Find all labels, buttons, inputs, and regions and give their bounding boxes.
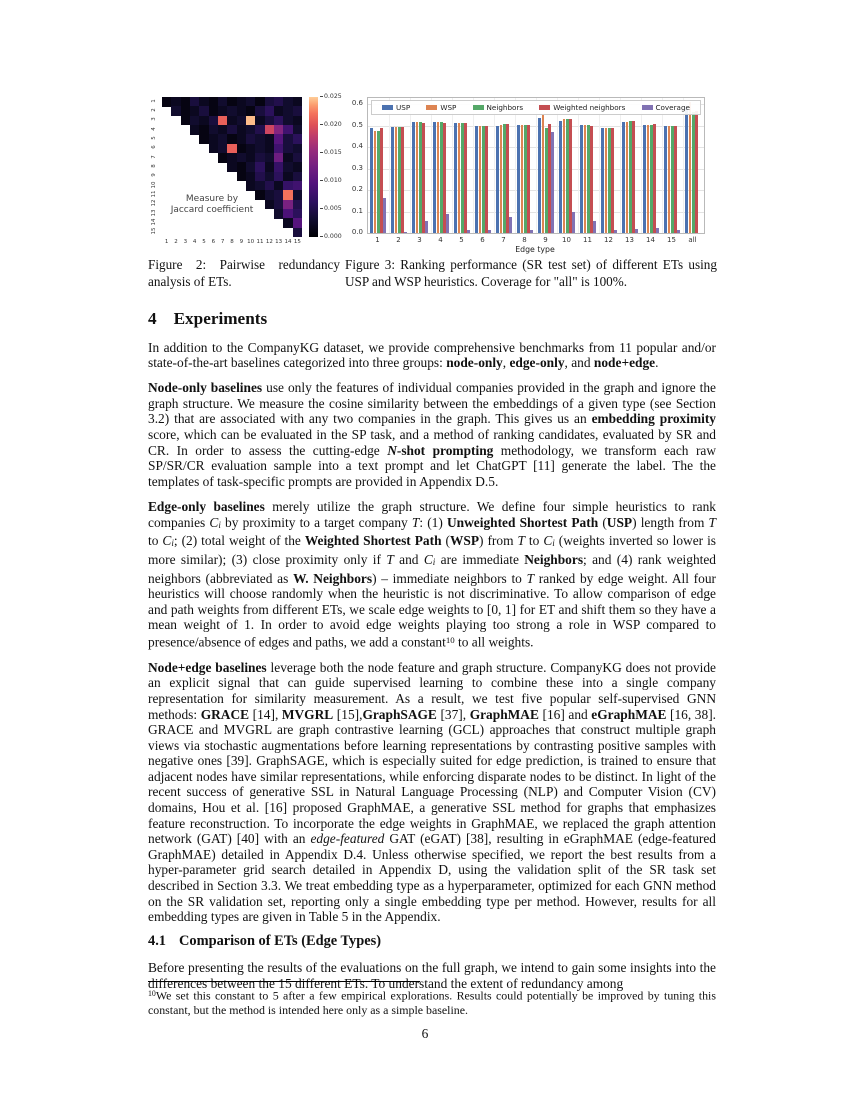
bar-weighted-neighbors [695,111,698,233]
section-title: Experiments [173,309,268,328]
legend-swatch [426,105,437,110]
bar-coverage [677,230,680,233]
heatmap-x-tick: 15 [293,239,301,245]
heatmap-cell [237,97,247,107]
bar-weighted-neighbors [611,128,614,233]
heatmap-cell [283,190,293,200]
bar-x-axis-label: Edge type [515,245,555,254]
gridline-vertical [473,98,474,233]
heatmap-cell [293,181,303,191]
legend-item [382,103,410,112]
heatmap-x-tick: 2 [174,239,178,245]
bar-y-tick: 0.2 [351,185,363,194]
gridline-vertical [452,98,453,233]
heatmap-y-tick: 2 [151,108,157,112]
bar-x-tick: 3 [417,236,422,244]
gridline-vertical [389,98,390,233]
heatmap-cell [274,106,284,116]
bar-weighted-neighbors [422,123,425,233]
heatmap-cell [237,116,247,126]
heatmap-cell [246,144,256,154]
heatmap-cell [274,209,284,219]
heatmap-cell [274,190,284,200]
heatmap-cell [283,200,293,210]
heatmap-y-tick: 8 [151,164,157,168]
footnote-text: $^{10}$We set this constant to 5 after a few empirical explorations. Results could potentially be improved by tuning this constant, but the method is intended here only as a simple baseline. [148,988,716,1017]
bar-coverage [425,221,428,233]
heatmap-cell [283,209,293,219]
gridline-vertical [410,98,411,233]
heatmap-y-tick: 1 [151,98,157,103]
heatmap-cell [227,144,237,154]
bar-weighted-neighbors [674,126,677,233]
heatmap-cell [227,134,237,144]
heatmap-cell [227,125,237,135]
bar-x-tick: 5 [459,236,464,244]
bar-x-tick: 12 [604,236,613,244]
legend-item [539,103,625,112]
bar-coverage [383,198,386,233]
heatmap-cell [199,97,209,107]
colorbar-tick: 0.000 [320,233,342,240]
section-number: 4 [148,309,157,328]
heatmap-annotation [154,194,270,216]
figure-2-caption: Figure 2: Pairwise redundancy analysis of ETs. [148,257,340,289]
paragraph-edge-only: Edge-only baselines merely utilize the graph structure. We define four simple heuristics to rank companies Ci by proximity to a target company T: (1) Unweighted Shortest Path (USP) length from T to Ci; (2) total weight of the Weighted Shortest Path (WSP) from T to Ci (weights inverted so lower is more similar); (3) close proximity only if T and Ci are immediate Neighbors; and (4) rank weighted neighbors (abbreviated as W. Neighbors) – immediate neighbors to T ranked by edge weight. All four heuristics will choose randomly when the heuristic is not discriminative. To allow comparison of edge and path weights from different ETs, we scale edge weights to [0, 1] for ET and shift them so they have a mean weight of 1. In order to avoid edge weights playing too strong a role in WSP compared to presence/absence of edges and paths, we add a constant$^{10}$ to all weights. [148,498,717,650]
bar-x-tick: 1 [375,236,380,244]
heatmap-cell [293,125,303,135]
bar-weighted-neighbors [527,125,530,233]
heatmap-x-tick: 11 [256,239,264,245]
gridline-vertical [515,98,516,233]
gridline-vertical [536,98,537,233]
bar-coverage [509,217,512,233]
heatmap-cell [274,172,284,182]
heatmap-y-tick: 4 [151,126,157,131]
heatmap-cell [237,153,247,163]
heatmap-cell [218,97,228,107]
heatmap-x-tick: 10 [247,239,255,245]
bar-x-tick: 7 [501,236,506,244]
heatmap-cell [293,200,303,210]
heatmap-cell [246,106,256,116]
gridline-vertical [683,98,684,233]
legend-label: Coverage [655,103,690,112]
heatmap-x-tick: 1 [164,239,169,245]
heatmap-cell [265,125,275,135]
bar-x-tick: 8 [522,236,527,244]
heatmap-cell [255,134,265,144]
heatmap-cell [237,144,247,154]
heatmap-cell [199,134,209,144]
heatmap-cell [199,125,209,135]
heatmap-cell [209,97,219,107]
heatmap-cell [293,153,303,163]
heatmap-cell [274,200,284,210]
heatmap-cell [190,106,200,116]
gridline-vertical [494,98,495,233]
bar-y-tick: 0.5 [351,120,363,129]
heatmap-plot [162,97,302,237]
heatmap-cell [274,162,284,172]
heatmap-x-tick: 9 [239,239,244,245]
bar-x-tick: 6 [480,236,485,244]
colorbar-tick: 0.025 [320,93,342,100]
heatmap-cell [171,97,181,107]
legend-label: USP [396,103,411,112]
heatmap-cell [246,125,256,135]
heatmap-cell [293,144,303,154]
heatmap-cell [293,162,303,172]
heatmap-cell [209,134,219,144]
heatmap-cell [283,134,293,144]
heatmap-cell [283,144,293,154]
heatmap-cell [181,106,191,116]
legend-swatch [642,105,653,110]
bar-coverage [404,232,407,233]
heatmap-cell [265,97,275,107]
bar-chart-figure [345,95,717,255]
bar-weighted-neighbors [632,121,635,233]
heatmap-y-tick: 6 [151,145,157,150]
heatmap-cell [237,125,247,135]
heatmap-cell [255,172,265,182]
heatmap-cell [283,106,293,116]
bar-coverage [614,230,617,233]
heatmap-cell [293,209,303,219]
paragraph-intro: In addition to the CompanyKG dataset, we provide comprehensive benchmarks from 11 popular and/or state-of-the-art baselines categorized into three groups: node-only, edge-only, and node+edge. [148,339,716,371]
bar-x-tick: 2 [396,236,401,244]
bar-x-tick: 14 [646,236,655,244]
paragraph-comparison: Before presenting the results of the evaluations on the full graph, we intend to gain some insights into the differences between the 15 different ETs. To understand the extent of redundancy among [148,959,716,991]
gridline-vertical [641,98,642,233]
heatmap-cell [255,97,265,107]
paragraph-node-only: Node-only baselines use only the features of individual companies provided in the graph and ignore the graph structure. We measure the cosine similarity between the embeddings of a given type (see Section 3.2) that are associated with any two companies in the graph. This gives us an embedding proximity score, which can be evaluated in the SP task, and a method of ranking candidates, evaluated by SR and CR. In order to assess the cutting-edge N-shot prompting methodology, we transform each raw SP/SR/CR evaluation sample into a text prompt and let ChatGPT [11] generate the label. The the templates of task-specific prompts are provided in Appendix D.5. [148,380,717,489]
heatmap-cell [283,218,293,228]
legend-label: Neighbors [486,103,524,112]
heatmap-cell [265,162,275,172]
heatmap-cell [255,116,265,126]
bar-x-tick: all [688,236,697,244]
heatmap-cell [265,134,275,144]
heatmap-cell [227,116,237,126]
heatmap-cell [274,97,284,107]
heatmap-cell [246,134,256,144]
gridline-vertical [620,98,621,233]
heatmap-y-tick: 5 [151,136,157,140]
legend-swatch [539,105,550,110]
page-number: 6 [421,1026,429,1041]
heatmap-cell [237,106,247,116]
heatmap-x-tick: 5 [202,239,206,245]
colorbar-tick: 0.015 [320,149,342,156]
heatmap-cell [255,181,265,191]
bar-weighted-neighbors [485,126,488,233]
heatmap-cell [283,153,293,163]
heatmap-cell [293,218,303,228]
heatmap-cell [255,162,265,172]
heatmap-cell [246,162,256,172]
heatmap-cell [274,125,284,135]
heatmap-cell [293,116,303,126]
subsection-title: Comparison of ETs (Edge Types) [179,933,382,950]
bar-coverage [446,214,449,233]
bar-coverage [635,229,638,233]
paragraph-node-edge: Node+edge baselines leverage both the node feature and graph structure. CompanyKG does not provide an explicit signal that can guide supervised learning to combine these into a single company representation for similarity measurement. As a result, we test five popular self-supervised GNN methods: GRACE [14], MVGRL [15],GraphSAGE [37], GraphMAE [16] and eGraphMAE [16, 38]. GRACE and MVGRL are graph contrastive learning (GCL) approaches that construct multiple graph views via stochastic augmentations before learning representations by contrasting positive samples with negative ones [39]. GraphSAGE, which is especially suited for edge prediction, is trained to ensure that adjacent nodes have similar representations, while enforcing disparate nodes to be distinct. In light of the recent success of generative SSL in Natural Language Processing (NLP) and Computer Vision (CV) domains, Hou et al. [16] proposed GraphMAE, a generative SSL method for graphs that emphasizes feature reconstruction. To incorporate the edge weights in GraphMAE, we replaced the graph attention network (GAT) [40] with an edge-featured GAT (eGAT) [38], resulting in eGraphMAE (edge-featured GraphMAE) detailed in Appendix D.4. Unless otherwise specified, we report the best results from a hyper-parameter grid search detailed in Appendix D, using the validation split of the SR task set described in Section 3.3. We treat embedding type as a hyperparameter, optimized for each GNN method on the SR validation set, reporting only a single embedding type per method. However, results for all embedding types are given in Table 5 in the Appendix. [148,659,717,925]
bar-y-tick: 0.0 [351,228,363,236]
heatmap-cell [293,97,303,107]
gridline-vertical [578,98,579,233]
section-heading [148,311,716,327]
heatmap-cell [218,153,228,163]
heatmap-cell [227,153,237,163]
bar-y-tick: 0.1 [351,206,363,215]
heatmap-cell [181,97,191,107]
heatmap-x-tick: 8 [230,239,234,245]
legend-label: WSP [440,103,457,112]
heatmap-cell [265,116,275,126]
bar-weighted-neighbors [590,126,593,233]
heatmap-cell [255,144,265,154]
heatmap-cell [293,106,303,116]
heatmap-cell [274,134,284,144]
heatmap-cell [274,153,284,163]
heatmap-cell [199,106,209,116]
heatmap-cell [274,144,284,154]
heatmap-cell [190,116,200,126]
heatmap-cell [237,172,247,182]
bar-coverage [488,230,491,233]
heatmap-cell [265,153,275,163]
bar-weighted-neighbors [653,124,656,233]
subsection-number: 4.1 [148,933,166,950]
heatmap-x-tick: 14 [284,239,292,245]
bar-x-tick: 15 [667,236,676,244]
heatmap-cell [255,153,265,163]
heatmap-cell [181,116,191,126]
bar-coverage [467,230,470,233]
heatmap-cell [199,116,209,126]
gridline-vertical [431,98,432,233]
heatmap-cell [237,134,247,144]
heatmap-cell [227,162,237,172]
annotation-line-1: Measure by [185,194,239,204]
heatmap-y-tick: 11 [151,190,157,198]
heatmap-cell [274,116,284,126]
heatmap-cell [283,97,293,107]
heatmap-cell [255,106,265,116]
chart-legend [371,100,701,115]
colorbar [309,97,318,237]
bar-coverage [656,228,659,233]
bar-weighted-neighbors [401,127,404,233]
heatmap-cell [265,172,275,182]
heatmap-x-tick: 3 [183,239,188,245]
gridline-vertical [557,98,558,233]
heatmap-y-tick: 9 [151,173,157,178]
figure-3-caption: Figure 3: Ranking performance (SR test set) of different ETs using USP and WSP heuristics. Coverage for "all" is 100%. [345,257,717,289]
figure-2 [148,95,344,290]
heatmap-cell [283,181,293,191]
colorbar-tick: 0.005 [320,205,342,212]
legend-item [426,103,456,112]
heatmap-cell [227,106,237,116]
heatmap-y-tick: 15 [151,227,157,235]
body-text [148,311,716,1001]
heatmap-cell [227,97,237,107]
annotation-line-2: Jaccard coefficient [170,205,254,215]
heatmap-cell [171,106,181,116]
heatmap-cell [209,125,219,135]
heatmap-cell [246,116,256,126]
heatmap-cell [283,116,293,126]
heatmap-y-tick: 14 [151,218,157,226]
bar-weighted-neighbors [464,123,467,233]
gridline-vertical [599,98,600,233]
bar-y-tick: 0.3 [351,163,363,172]
heatmap-cell [283,125,293,135]
heatmap-x-tick: 7 [220,239,225,245]
bar-y-tick: 0.4 [351,142,363,151]
heatmap-x-tick: 4 [192,239,197,245]
heatmap-x-tick: 12 [265,239,273,245]
heatmap-cell [209,116,219,126]
heatmap-cell [265,106,275,116]
bar-coverage [572,212,575,233]
heatmap-cell [218,144,228,154]
heatmap-cell [293,228,303,238]
heatmap-cell [218,134,228,144]
heatmap-x-tick: 6 [211,239,216,245]
colorbar-tick: 0.020 [320,121,342,128]
heatmap-cell [218,116,228,126]
heatmap-cell [209,106,219,116]
legend-swatch [382,105,393,110]
heatmap-cell [209,144,219,154]
subsection-heading [148,934,716,950]
heatmap-y-tick: 12 [151,199,157,207]
heatmap-cell [237,162,247,172]
heatmap-y-tick: 3 [151,117,157,122]
heatmap-cell [283,172,293,182]
heatmap-cell [162,97,172,107]
heatmap-y-tick: 7 [151,154,157,159]
bar-coverage [530,230,533,233]
bar-x-tick: 4 [438,236,443,244]
bar-plot-area [367,97,705,234]
heatmap-cell [293,172,303,182]
heatmap-cell [190,125,200,135]
legend-item [642,103,690,112]
heatmap-cell [218,125,228,135]
bar-coverage [551,132,554,233]
gridline-vertical [662,98,663,233]
heatmap-x-tick: 13 [275,239,283,245]
heatmap-cell [246,172,256,182]
heatmap-cell [265,181,275,191]
heatmap-cell [265,144,275,154]
legend-swatch [473,105,484,110]
bar-x-tick: 10 [562,236,571,244]
footnote [148,981,716,1017]
heatmap-cell [218,106,228,116]
bar-x-tick: 11 [583,236,592,244]
heatmap-cell [246,153,256,163]
colorbar-tick: 0.010 [320,177,342,184]
legend-label: Weighted neighbors [553,103,626,112]
figure-3 [345,95,717,290]
bar-y-tick: 0.6 [351,99,363,108]
legend-item [473,103,524,112]
heatmap-cell [293,134,303,144]
heatmap-y-tick: 13 [151,209,157,217]
heatmap-cell [255,125,265,135]
footnote-rule [148,981,420,982]
heatmap-cell [283,162,293,172]
heatmap-cell [246,181,256,191]
bar-coverage [593,221,596,233]
heatmap-cell [190,97,200,107]
bar-x-tick: 9 [543,236,548,244]
heatmap-figure [148,95,344,255]
heatmap-cell [274,181,284,191]
heatmap-cell [246,97,256,107]
heatmap-cell [293,190,303,200]
bar-x-tick: 13 [625,236,634,244]
heatmap-y-tick: 10 [151,181,157,189]
